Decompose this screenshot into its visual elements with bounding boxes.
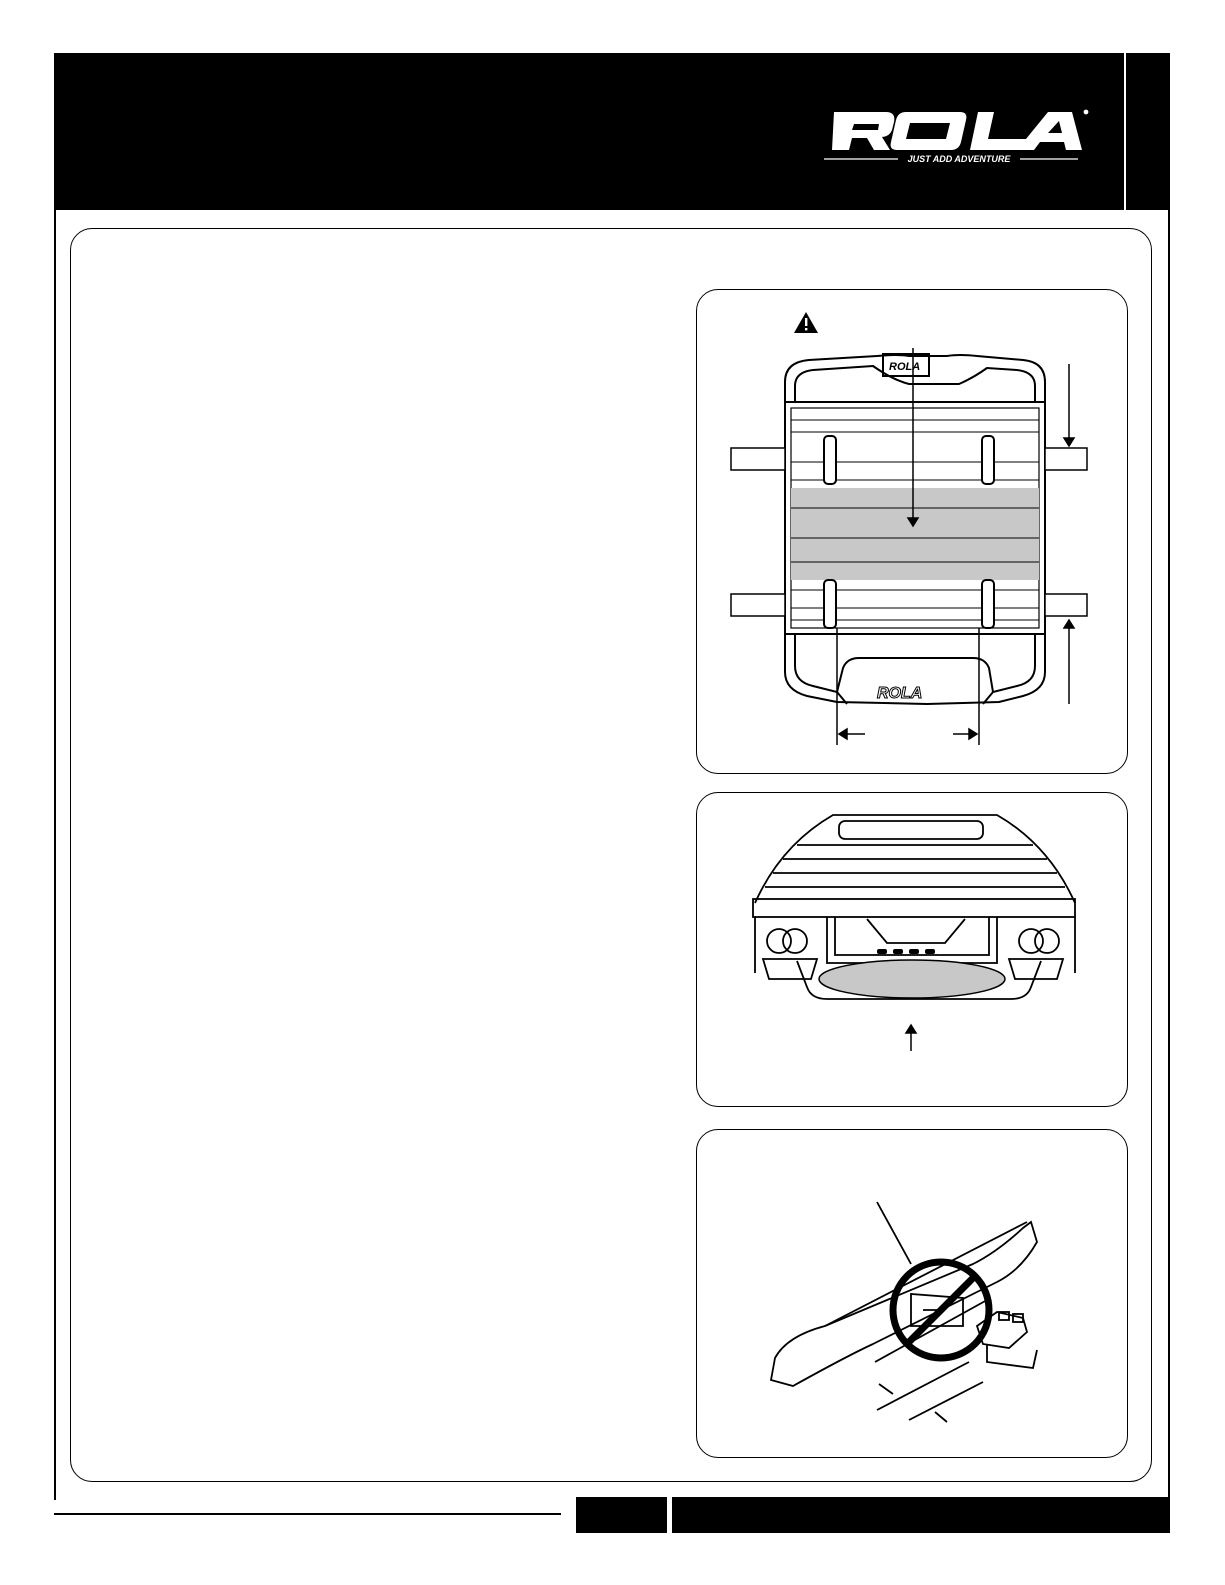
incorrect-position-illustration [697,1130,1128,1458]
mount-detail-illustration [697,793,1128,1107]
footer-page-box [576,1497,667,1533]
figure-2-panel [696,792,1128,1107]
footer-title-box [672,1497,1170,1533]
logo-tagline: JUST ADD ADVENTURE [907,154,1011,164]
figure-3-panel [696,1129,1128,1458]
svg-text:ROLA: ROLA [877,685,923,702]
highlight-zone [791,488,1039,580]
highlight-zone [819,960,1005,998]
brand-logo [824,102,1092,164]
figure-1-panel [696,289,1128,774]
basket-top-view-illustration [697,290,1128,774]
warning-icon [794,312,818,333]
svg-text:ROLA: ROLA [889,361,921,373]
prohibited-icon [893,1262,989,1358]
header-divider [1124,53,1126,210]
footer-rule [54,1513,561,1515]
